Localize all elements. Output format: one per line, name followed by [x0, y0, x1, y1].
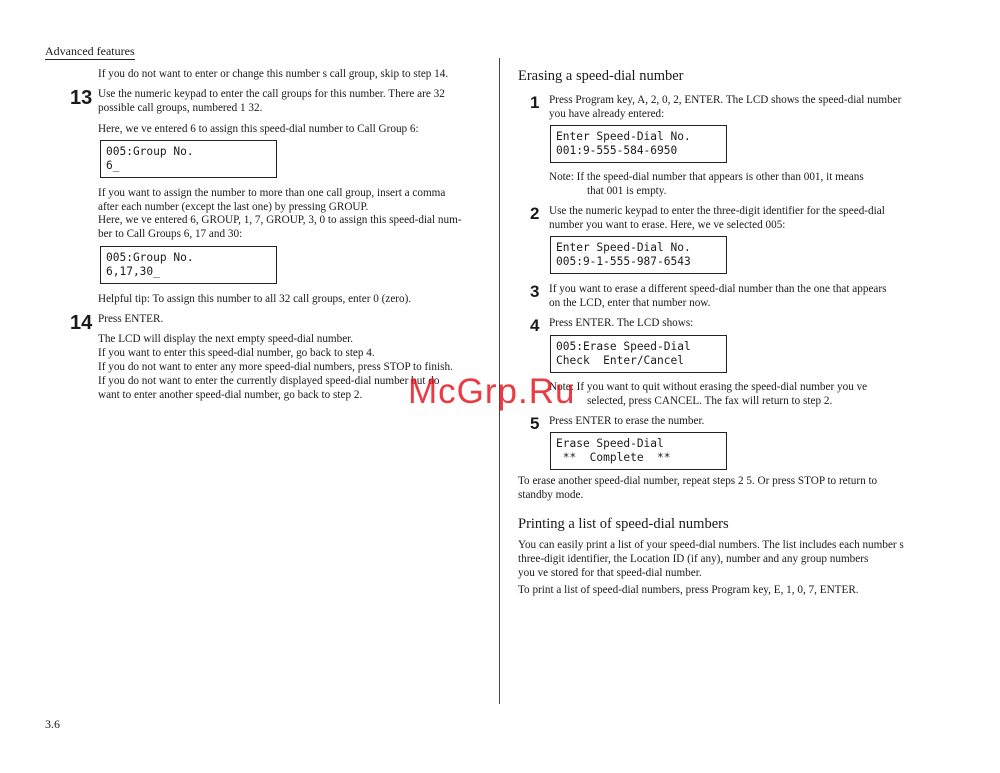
- step-1-line1: Press Program key, A, 2, 0, 2, ENTER. The LCD shows the speed-dial number: [549, 94, 902, 106]
- lcd-display-group: [100, 140, 277, 178]
- lcd-line: 005:Group No.: [106, 251, 194, 264]
- page-number: 3.6: [45, 717, 60, 731]
- lcd-line: ** Complete **: [556, 451, 671, 464]
- lcd-line: Erase Speed-Dial: [556, 437, 664, 450]
- lcd-line: 005:Erase Speed-Dial: [556, 340, 691, 353]
- print-line3: you ve stored for that speed-dial number.: [518, 567, 702, 579]
- step-2-line2: number you want to erase. Here, we ve selected 005:: [549, 219, 786, 231]
- step-14-line3: If you want to enter this speed-dial number, go back to step 4.: [98, 347, 375, 359]
- lcd-display-step2: [550, 236, 727, 274]
- step-13-line1: Use the numeric keypad to enter the call groups for this number. There are 32: [98, 88, 445, 100]
- lcd-display-step4: [550, 335, 727, 373]
- helpful-tip: Helpful tip: To assign this number to all 32 call groups, enter 0 (zero).: [98, 293, 412, 305]
- after-steps-line1: To erase another speed-dial number, repeat steps 2 5. Or press STOP to return to: [518, 475, 878, 487]
- step-4-note-line1: Note: If you want to quit without erasing the speed-dial number you ve: [549, 381, 868, 393]
- lcd-display-step1: [550, 125, 727, 163]
- step-5-line1: Press ENTER to erase the number.: [549, 415, 705, 427]
- lcd-line: Enter Speed-Dial No.: [556, 241, 691, 254]
- step-14-line5: If you do not want to enter the currently displayed speed-dial number but do: [98, 375, 440, 387]
- lcd-line: 6_: [106, 159, 120, 172]
- lcd-line: 001:9-555-584-6950: [556, 144, 678, 157]
- step-4-line1: Press ENTER. The LCD shows:: [549, 317, 694, 329]
- step-4-number: 4: [530, 316, 540, 335]
- step-3-line2: on the LCD, enter that number now.: [549, 297, 711, 309]
- lcd-display-multi-group: [100, 246, 277, 284]
- print-line2: three-digit identifier, the Location ID (if any), number and any group numbers: [518, 553, 869, 565]
- multi-group-line3: Here, we ve entered 6, GROUP, 1, 7, GROUP, 3, 0 to assign this speed-dial num-: [98, 214, 462, 226]
- step-14-line2: The LCD will display the next empty speed-dial number.: [98, 333, 354, 345]
- step-1-line2: you have already entered:: [549, 108, 665, 120]
- step-14-line1: Press ENTER.: [98, 313, 164, 325]
- step-2-number: 2: [530, 204, 540, 223]
- intro-text: If you do not want to enter or change this number s call group, skip to step 14.: [98, 68, 449, 80]
- after-steps-line2: standby mode.: [518, 489, 584, 501]
- lcd-display-step5: [550, 432, 727, 470]
- step-1-note-line1: Note: If the speed-dial number that appears is other than 001, it means: [549, 171, 864, 183]
- section-title-printing: Printing a list of speed-dial numbers: [518, 516, 729, 532]
- step-1-note-line2: that 001 is empty.: [587, 185, 667, 197]
- step-13-number: 13: [70, 87, 93, 109]
- lcd-line: Check Enter/Cancel: [556, 354, 684, 367]
- step-14-line4: If you do not want to enter any more speed-dial numbers, press STOP to finish.: [98, 361, 453, 373]
- step-14-line6: want to enter another speed-dial number, go back to step 2.: [98, 389, 363, 401]
- step-2-line1: Use the numeric keypad to enter the three-digit identifier for the speed-dial: [549, 205, 885, 217]
- print-line1: You can easily print a list of your speed-dial numbers. The list includes each number s: [518, 539, 904, 551]
- watermark: McGrp.Ru: [408, 372, 576, 411]
- lcd-line: Enter Speed-Dial No.: [556, 130, 691, 143]
- lcd-line: 6,17,30_: [106, 265, 160, 278]
- step-13-line2: possible call groups, numbered 1 32.: [98, 102, 263, 114]
- lcd-line: 005:Group No.: [106, 145, 194, 158]
- step-3-number: 3: [530, 282, 540, 301]
- multi-group-line1: If you want to assign the number to more than one call group, insert a comma: [98, 187, 446, 199]
- step-4-note-line2: selected, press CANCEL. The fax will return to step 2.: [587, 395, 833, 407]
- step-14-number: 14: [70, 312, 93, 334]
- lcd-line: 005:9-1-555-987-6543: [556, 255, 691, 268]
- step-3-line1: If you want to erase a different speed-dial number than the one that appears: [549, 283, 887, 295]
- section-title-erasing: Erasing a speed-dial number: [518, 68, 684, 84]
- step-13-example: Here, we ve entered 6 to assign this speed-dial number to Call Group 6:: [98, 123, 419, 135]
- step-5-number: 5: [530, 414, 540, 433]
- multi-group-line4: ber to Call Groups 6, 17 and 30:: [98, 228, 243, 240]
- running-header: Advanced features: [45, 44, 135, 58]
- multi-group-line2: after each number (except the last one) by pressing GROUP.: [98, 201, 369, 213]
- print-line4: To print a list of speed-dial numbers, press Program key, E, 1, 0, 7, ENTER.: [518, 584, 859, 596]
- step-1-number: 1: [530, 93, 540, 112]
